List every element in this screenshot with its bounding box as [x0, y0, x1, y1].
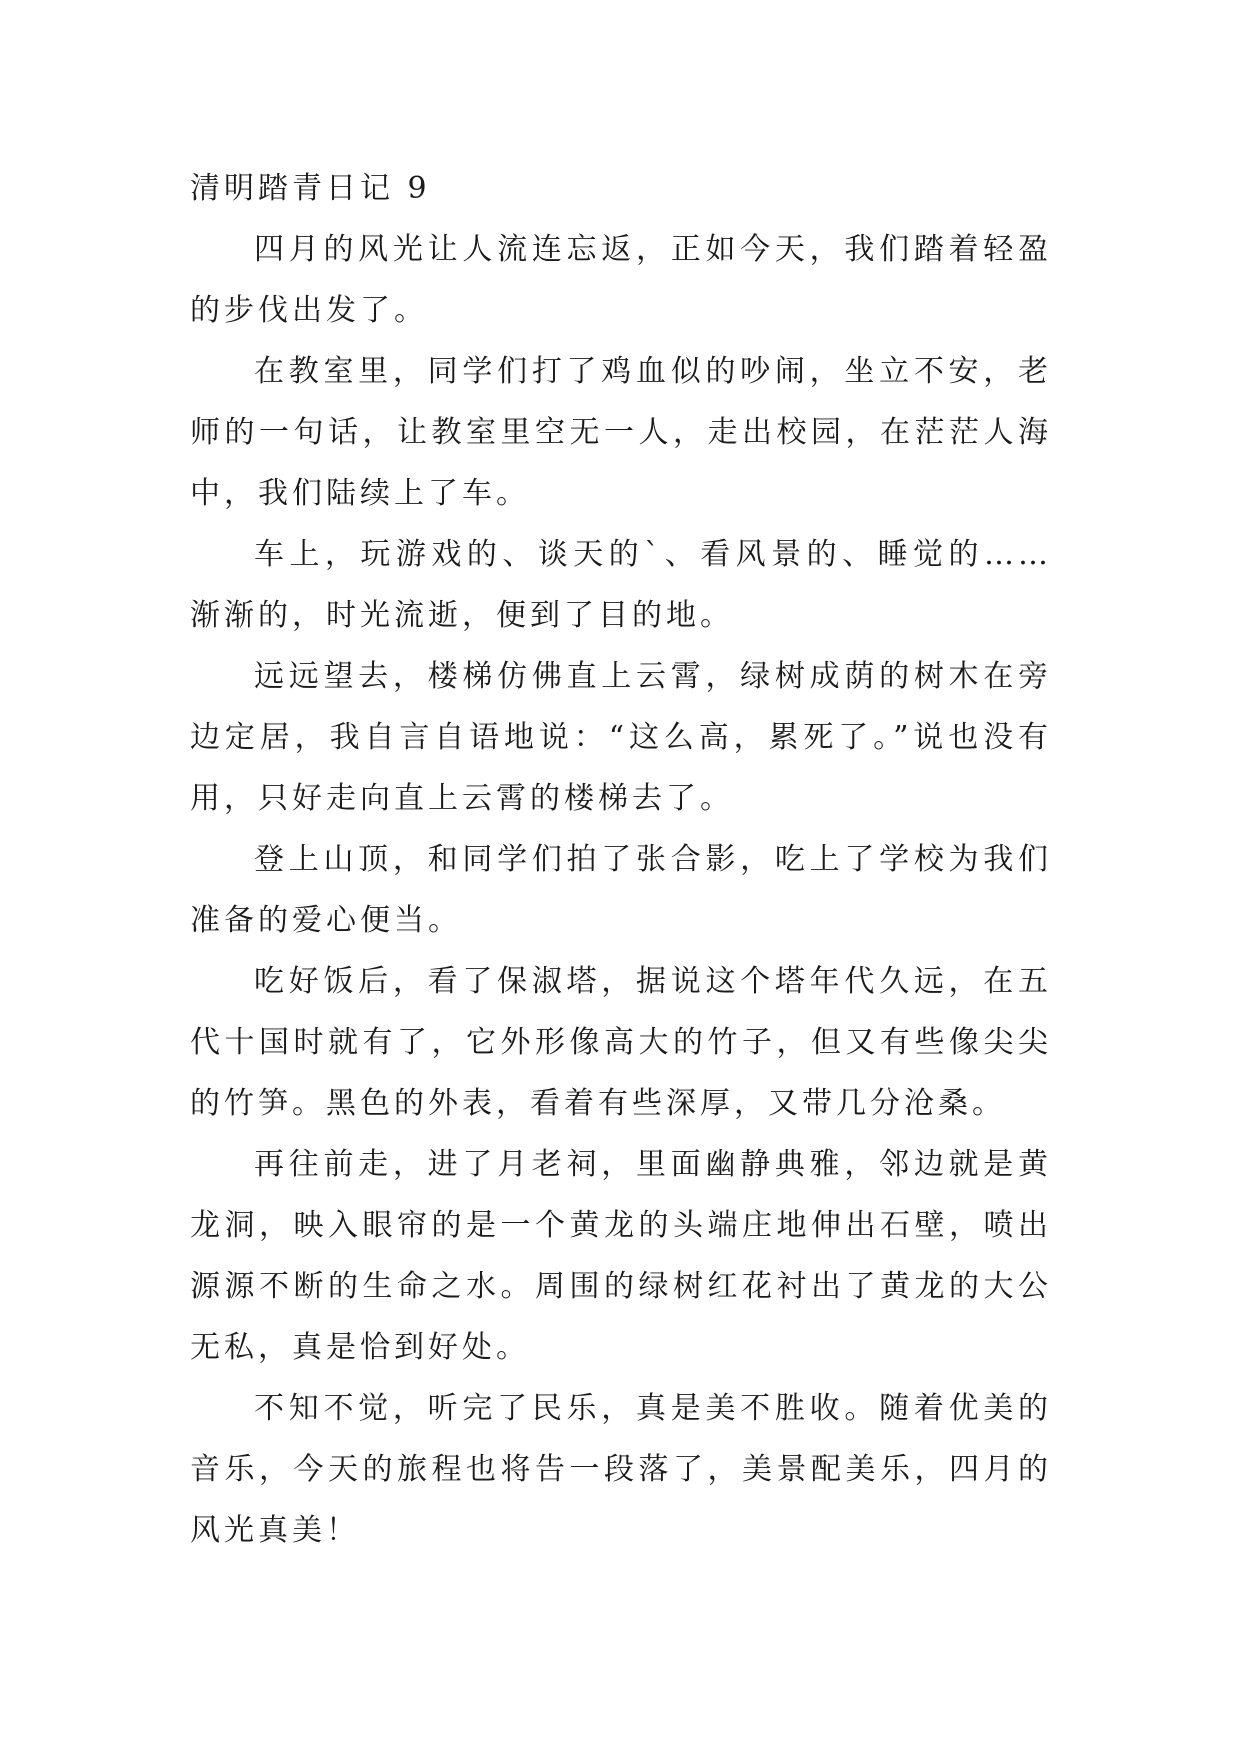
paragraph: 再往前走，进了月老祠，里面幽静典雅，邻边就是黄龙洞，映入眼帘的是一个黄龙的头端庄地伸出石壁，喷出源源不断的生命之水。周围的绿树红花衬出了黄龙的大公无私，真是恰到好处。 — [190, 1147, 1052, 1365]
document-title: 清明踏青日记 9 — [190, 171, 431, 206]
paragraph: 远远望去，楼梯仿佛直上云霄，绿树成荫的树木在旁边定居，我自言自语地说：“这么高，累死了。”说也没有用，只好走向直上云霄的楼梯去了。 — [190, 659, 1052, 816]
document-body — [190, 158, 1052, 1561]
paragraph: 吃好饭后，看了保淑塔，据说这个塔年代久远，在五代十国时就有了，它外形像高大的竹子，但又有些像尖尖的竹笋。黑色的外表，看着有些深厚，又带几分沧桑。 — [190, 964, 1052, 1121]
paragraph: 四月的风光让人流连忘返，正如今天，我们踏着轻盈的步伐出发了。 — [190, 232, 1052, 328]
paragraph: 在教室里，同学们打了鸡血似的吵闹，坐立不安，老师的一句话，让教室里空无一人，走出校园，在茫茫人海中，我们陆续上了车。 — [190, 354, 1052, 511]
paragraph: 登上山顶，和同学们拍了张合影，吃上了学校为我们准备的爱心便当。 — [190, 842, 1052, 938]
paragraph: 车上，玩游戏的、谈天的`、看风景的、睡觉的……渐渐的，时光流逝，便到了目的地。 — [190, 537, 1052, 633]
paragraph: 不知不觉，听完了民乐，真是美不胜收。随着优美的音乐，今天的旅程也将告一段落了，美景配美乐，四月的风光真美！ — [190, 1391, 1052, 1548]
